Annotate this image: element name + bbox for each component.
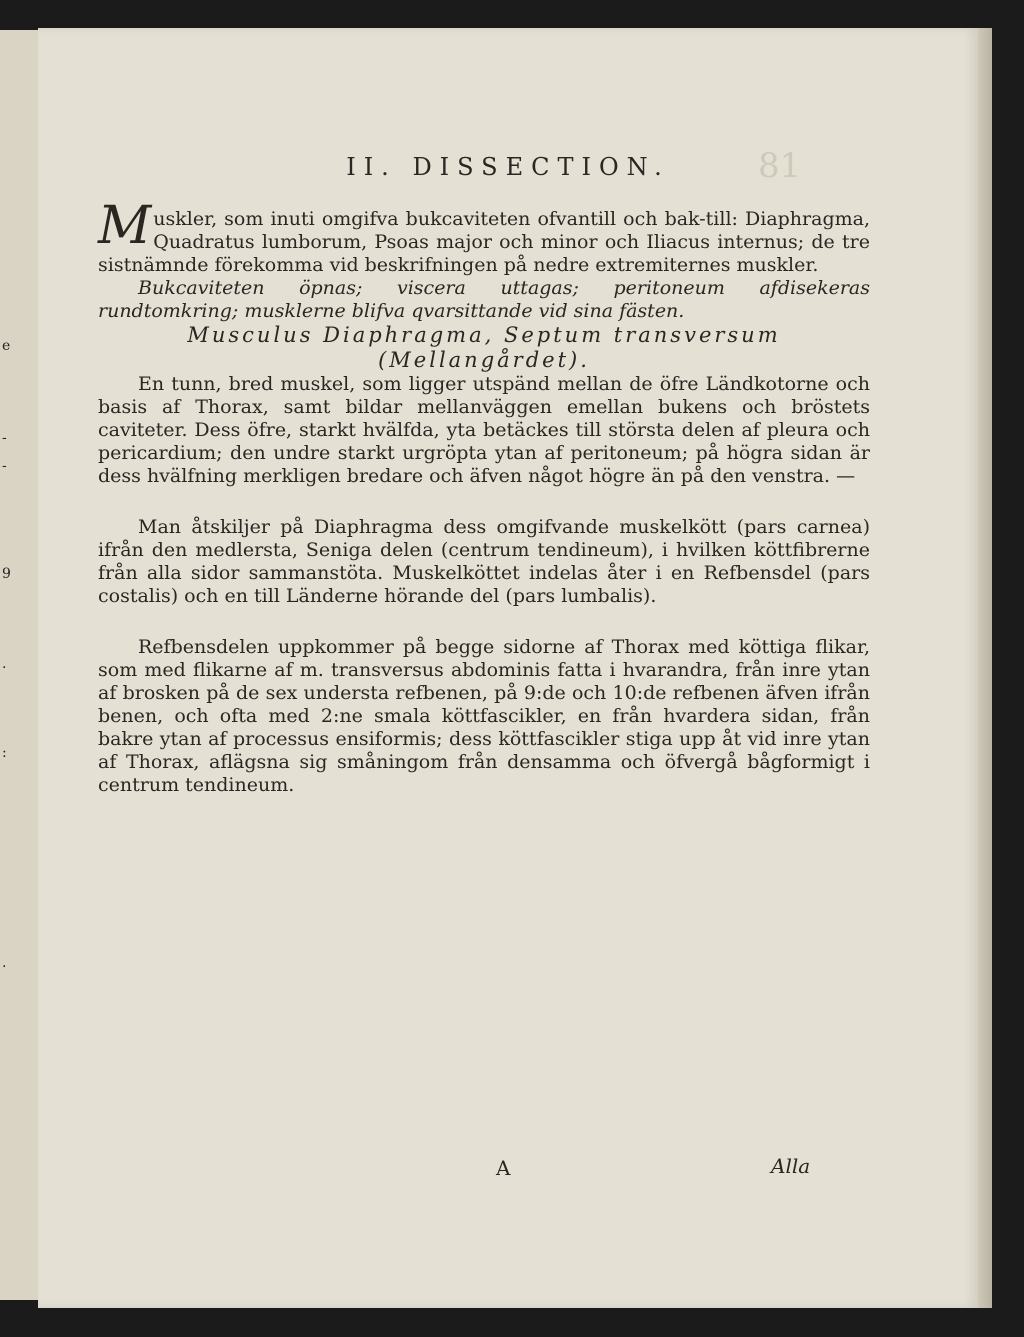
body-paragraph: Man åtskiljer på Diaphragma dess omgifvande muskelkött (pars carnea) ifrån den medlersta, Seniga delen (centrum tendineum), i hvilken köttfibrerne från alla sidor sammanstöta. Muskelköttet indelas åter i en Refbensdel (pars costalis) och en till Länderne hörande del (pars lumbalis). [98,516,870,607]
dissection-instruction: Bukcaviteten öpnas; viscera uttagas; peritoneum afdisekeras rundtomkring; musklerne blifva qvarsittande vid sina fästen. [98,277,870,322]
margin-mark: - [2,430,7,446]
page-body [98,196,870,797]
drop-capital: M [98,196,152,256]
margin-mark: . [2,955,7,971]
body-paragraph: Refbensdelen uppkommer på begge sidorne af Thorax med köttiga flikar, som med flikarne af m. transversus abdominis fatta i hvarandra, från inre ytan af brosken på de sex understa refbenen, på 9:de och 10:de refbenen äfven ifrån benen, och ofta med 2:ne smala köttfascikler, en från hvardera sidan, från bakre ytan af processus ensiformis; dess köttfascikler stiga upp åt vid inre ytan af Thorax, aflägsna sig småningom från densamma och öfvergå bågformigt i centrum tendineum. [98,636,870,796]
section-title [98,323,870,373]
body-paragraph: En tunn, bred muskel, som ligger utspänd mellan de öfre Ländkotorne och basis af Thorax, samt bildar mellanväggen emellan bukens och bröstets caviteter. Dess öfre, starkt hvälfda, yta betäckes till största delen af pleura och pericardium; den undre starkt urgröpta ytan af peritoneum; på högra sidan är dess hvälfning merkligen bredare och äfven något högre än på den venstra. — [98,373,870,487]
margin-mark: . [2,656,7,672]
margin-mark: - [2,458,7,474]
margin-mark: 9 [2,566,11,582]
catchword: Alla [771,1154,811,1178]
margin-mark: e [2,338,11,354]
page-block-edge [978,28,992,1308]
section-title-line2: (Mellangårdet). [378,348,590,372]
section-title-line1: Musculus Diaphragma, Septum transversum [187,323,781,347]
book-page [38,28,978,1308]
running-header: II. DISSECTION. [346,153,670,181]
show-through-page-number: 81 [758,146,802,186]
margin-mark: : [2,745,7,761]
intro-text: uskler, som inuti omgifva bukcaviteten ofvantill och bak-till: Diaphragma, Quadratus lumborum, Psoas major och minor och Iliacus internus; de tre sistnämnde förekomma vid beskrifningen på nedre extremiternes muskler. [98,208,870,276]
intro-paragraph [98,196,870,277]
signature-mark: A [496,1156,511,1180]
